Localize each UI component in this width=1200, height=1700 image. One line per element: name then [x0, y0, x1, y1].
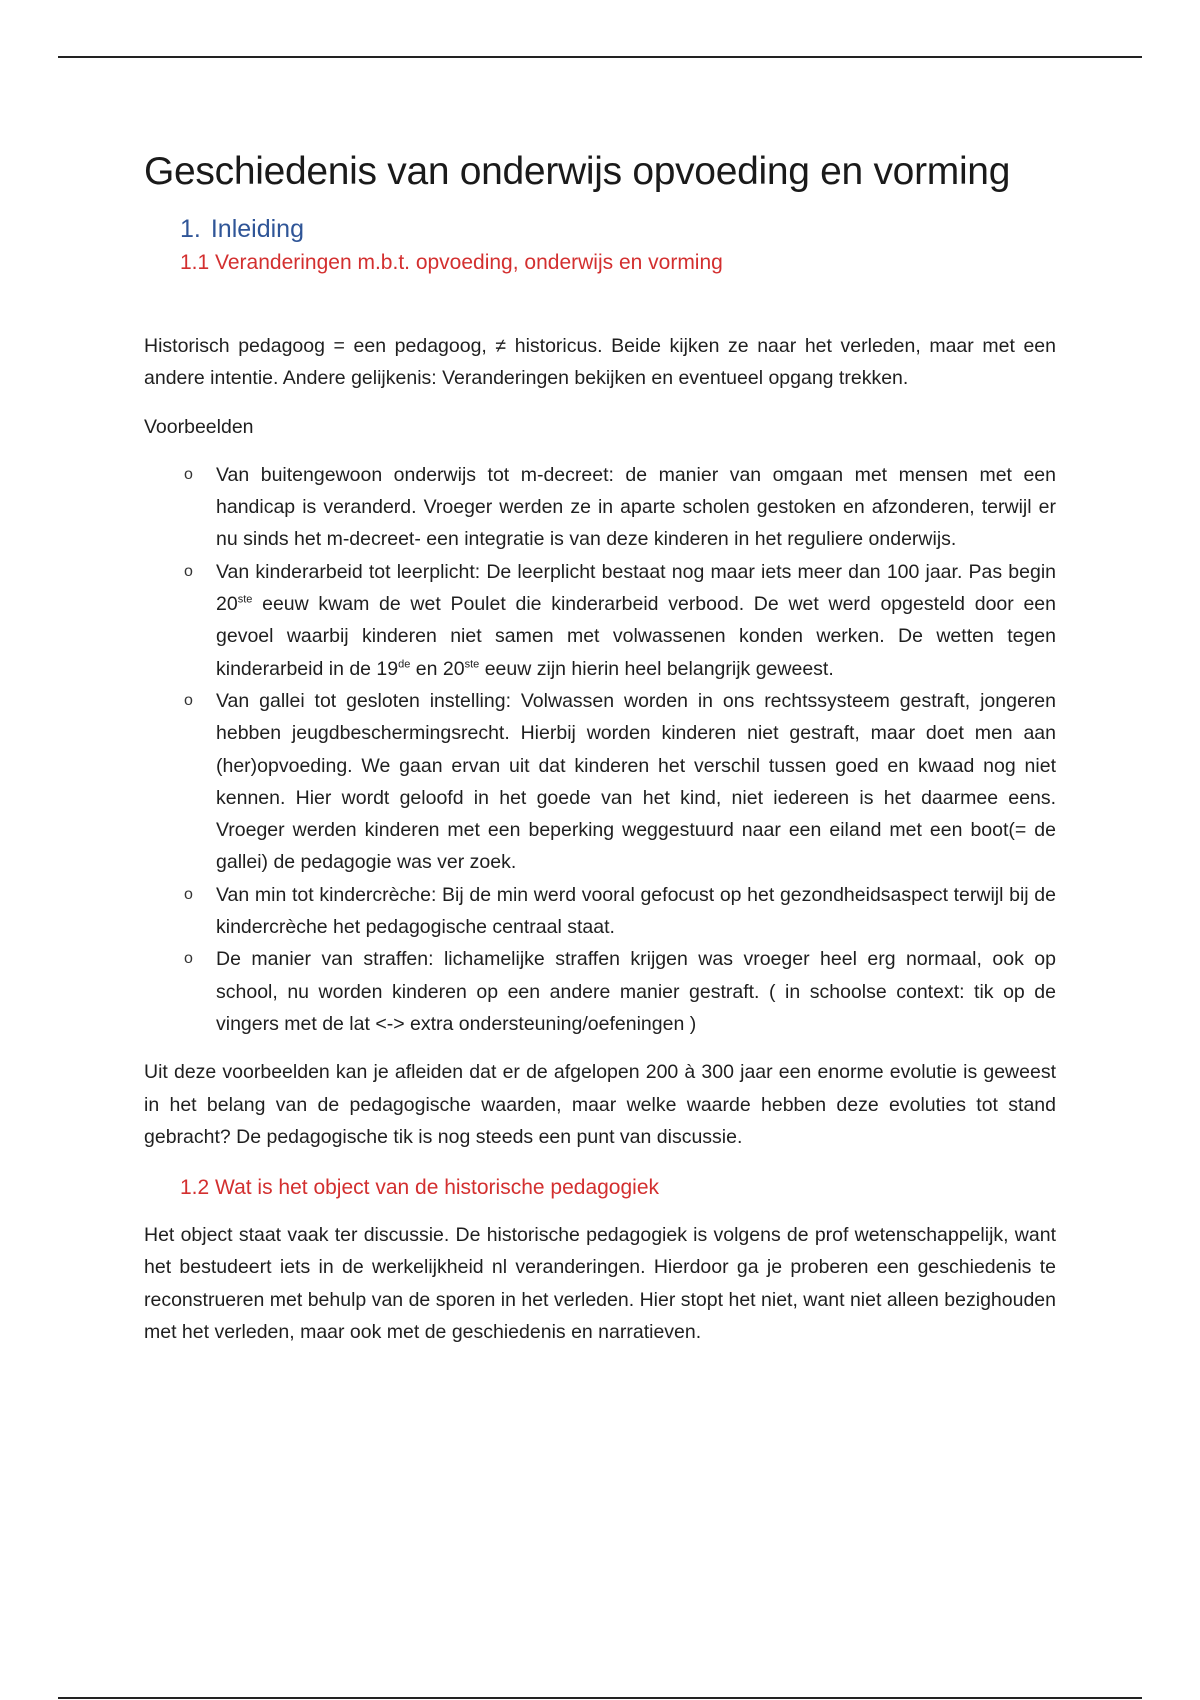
list-item [144, 459, 1056, 556]
list-item [144, 556, 1056, 685]
document-page [144, 144, 1056, 1348]
examples-list [144, 459, 1056, 1040]
list-item-text-part: Van kinderarbeid tot leerplicht: De leerplicht bestaat nog maar iets meer dan 100 jaar. Pas begin 20 [216, 560, 1056, 616]
intro-paragraph: Historisch pedagoog = een pedagoog, ≠ historicus. Beide kijken ze naar het verleden, maar met een andere intentie. Andere gelijkenis: Veranderingen bekijken en eventueel opgang trekken. [144, 335, 1056, 390]
closing-paragraph: Uit deze voorbeelden kan je afleiden dat er de afgelopen 200 à 300 jaar een enorme evolutie is geweest in het belang van de pedagogische waarden, maar welke waarde hebben deze evoluties tot stand gebracht? De pedagogische tik is nog steeds een punt van discussie. [144, 1061, 1056, 1148]
document-title: Geschiedenis van onderwijs opvoeding en vorming [144, 150, 1011, 193]
section-title: Inleiding [210, 215, 304, 243]
top-rule [58, 56, 1142, 58]
list-item [144, 879, 1056, 944]
list-item-text-part: eeuw zijn hierin heel belangrijk geweest. [479, 657, 834, 680]
bullet-icon: o [184, 562, 193, 580]
bullet-icon: o [184, 691, 193, 709]
bullet-icon: o [184, 950, 193, 968]
superscript: ste [237, 593, 253, 606]
bullet-icon: o [184, 885, 193, 903]
subsection-heading-1-2: 1.2 Wat is het object van de historische pedagogiek [180, 1176, 660, 1200]
section-number: 1. [180, 215, 201, 243]
superscript: ste [464, 658, 480, 671]
list-item-text: Van buitengewoon onderwijs tot m-decreet: de manier van omgaan met mensen met een handicap is veranderd. Vroeger werden ze in aparte scholen gestoken en afzonderen, terwijl er nu sinds het m-decreet- een integratie is van deze kinderen in het reguliere onderwijs. [216, 463, 1056, 551]
list-item-text-part: eeuw kwam de wet Poulet die kinderarbeid verbood. De wet werd opgesteld door een gevoel waarbij kinderen niet samen met volwassenen konden werken. De wetten tegen kinderarbeid in de 19 [216, 593, 1056, 680]
bullet-icon: o [184, 465, 193, 483]
subsection-heading-1-1: 1.1 Veranderingen m.b.t. opvoeding, onderwijs en vorming [180, 251, 723, 274]
section-heading-inleiding [180, 212, 1056, 246]
list-item-text-part: en 20 [410, 657, 465, 680]
list-item [144, 943, 1056, 1040]
list-item-text: De manier van straffen: lichamelijke straffen krijgen was vroeger heel erg normaal, ook op school, nu worden kinderen op een andere manier gestraft. ( in schoolse context: tik op de vingers met de lat <-> extra ondersteuning/oefeningen ) [216, 948, 1056, 1035]
bottom-rule [58, 1697, 1142, 1699]
list-item [144, 685, 1056, 879]
list-item-text: Van gallei tot gesloten instelling: Volwassen worden in ons rechtssysteem gestraft, jongeren hebben jeugdbeschermingsrecht. Hierbij worden kinderen niet gestraft, maar doet men aan (her)opvoeding. We gaan ervan uit dat kinderen het verschil tussen goed en kwaad nog niet kennen. Hier wordt geloofd in het goede van het kind, niet iedereen is het daarmee eens. Vroeger werden kinderen met een beperking weggestuurd naar een eiland met een boot(= de gallei) de pedagogie was ver zoek. [216, 689, 1056, 874]
examples-label: Voorbeelden [144, 415, 254, 438]
object-paragraph: Het object staat vaak ter discussie. De historische pedagogiek is volgens de prof wetenschappelijk, want het bestudeert iets in de werkelijkheid nl veranderingen. Hierdoor ga je proberen een geschiedenis te reconstrueren met behulp van de sporen in het verleden. Hier stopt het niet, want niet alleen bezighouden met het verleden, maar ook met de geschiedenis en narratieven. [144, 1224, 1056, 1344]
superscript: de [398, 658, 411, 671]
list-item-text: Van min tot kindercrèche: Bij de min werd vooral gefocust op het gezondheidsaspect terwijl bij de kindercrèche het pedagogische centraal staat. [216, 883, 1056, 939]
